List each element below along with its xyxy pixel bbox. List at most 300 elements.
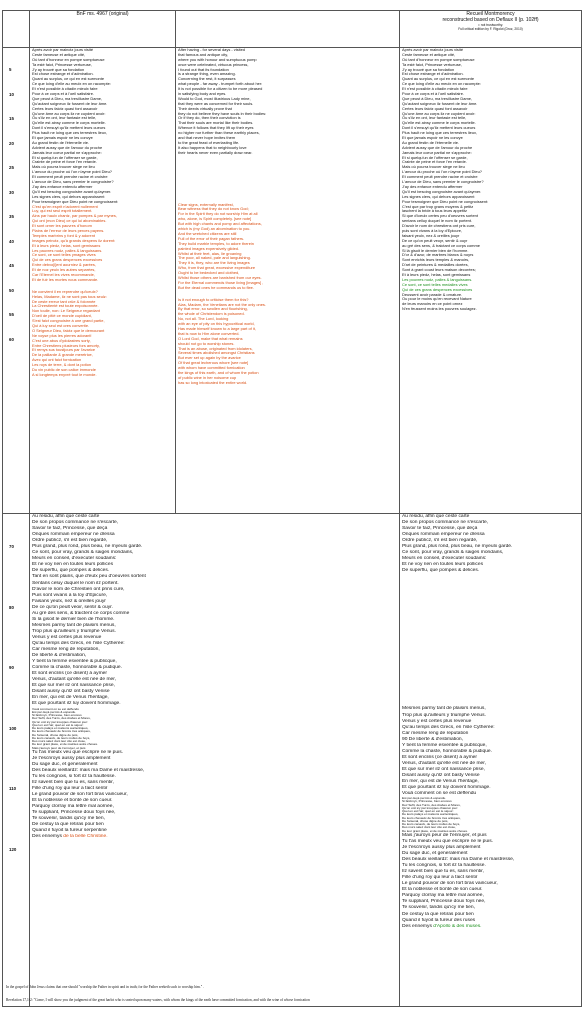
verse-line: Venus y est certes plus revenue: [402, 718, 472, 724]
verse-line: Dont il s'ensuyt qu'ilz mettent leurs cueurs: [32, 126, 106, 131]
line-number: 100: [9, 725, 17, 731]
verse-line: Du sage duc, et generalement: [32, 761, 98, 767]
line-number: 20: [9, 140, 14, 146]
verse-line: A si longtemps enyvré tout le monde.: [32, 372, 97, 377]
verse-line: Et ne voy rien en toutes leurs pollices: [32, 562, 114, 568]
verse-line: L'amour du proche où l'on n'ayme point Dieu?: [402, 170, 482, 175]
verse-line: Ce sont, ce sont telles ymages vives: [32, 253, 96, 258]
verse-line: with whom have committed fornication: [178, 366, 245, 371]
verse-line: Et remys sus toustjours par l'avarice: [32, 348, 96, 353]
verse-line: Ta esté faict, Princesse vertueuse,: [32, 62, 92, 67]
verse-line: the kings of this earth, and of whom the potion: [178, 370, 259, 375]
verse-line: Pour tesmoigner que Dieu point ne congnoissent:: [402, 199, 489, 204]
verse-line: Les signes clers, qui dehors apparoissent: [402, 194, 475, 199]
verse-line: Ordre publicz, s'il est bien regardé,: [32, 538, 108, 544]
verse-line: Du vin public de son calice immonde: [32, 368, 96, 372]
verse-line: who, alone, is Spirit completely. [see note]: [178, 217, 252, 222]
section-top: [3, 48, 582, 514]
verse-line: Savoir te faiz, Princesse, que deçà: [402, 526, 478, 532]
verse-line: Le grand pouvoir de son fort bras vaincueur,: [402, 881, 498, 887]
header-row: [3, 11, 582, 48]
verse-line: their hearts never even partially draw near.: [178, 150, 253, 155]
english-text-top: [176, 48, 400, 514]
verse-line: Sentans celuy duquel le nom ilz portent.: [32, 580, 119, 586]
verse-line: But the dead ones he commands us to flee.: [178, 285, 254, 290]
verse-line: I found out that its foundation: [178, 67, 229, 72]
verse-line: Et sont enclins (ce disent) à aymer: [32, 671, 108, 677]
spacer: [402, 574, 579, 706]
verse-line: D'or & d'azur, de marbres blancs & noyrs: [402, 253, 474, 258]
verse-line: Te souvenir, tandis qu'icy me tien,: [32, 816, 105, 822]
verse-line: Qui de ces grans despences excessives: [402, 287, 473, 292]
verse-line: Je t'escriroys aussy plus amplement: [402, 845, 481, 851]
verse-line: En mer, qui est de Venus l'heritage,: [402, 779, 479, 785]
verse-line: Or if they do, then their conviction is: [178, 116, 241, 121]
verse-line: Et à leurs piedz, helas, sont gemissans: [32, 243, 101, 248]
verse-line: [402, 924, 579, 930]
verse-line: Te suppliant, Princesse doux foys née,: [32, 810, 116, 816]
verse-line: By that error, so swollen and flourishing,: [178, 307, 248, 312]
verse-line: Et la noblesse et bonté de son cueur.: [402, 887, 483, 893]
verse-line: Qu'une âme au corps ilz ne cuydent avoir:: [402, 111, 476, 116]
verse-line: Faisans yeulx, nez & oreilles jouyr: [32, 598, 106, 604]
verse-line: Et que jamais espoir ne les convye: [402, 136, 463, 141]
verse-line: It also happens that to neighbourly love: [178, 145, 247, 150]
verse-line: has so long intoxicated the entire world.: [178, 380, 248, 385]
verse-line: with an eye of pity on this hypocritical world,: [178, 322, 255, 327]
line-number: 50: [9, 287, 14, 293]
verse-line: Quel en est l'air, quel en est le séjour:: [32, 723, 84, 727]
verse-line: N'en feussent moins les pouvres soulagez.: [402, 307, 477, 312]
verse-line: Et de noz yeulx les autres separées,: [32, 268, 96, 273]
verse-line: De superflu, que pompes & delices.: [402, 568, 480, 574]
verse-line: J'ay des enfance entendu affermer: [402, 184, 463, 189]
verse-line: Ta esté faict, Princesse vertueuse,: [402, 62, 462, 67]
verse-variant: de la belle Christine.: [63, 834, 108, 840]
verse-line: Et que sur mer ilz ont naissance prise,: [402, 766, 485, 772]
line-number: 55: [9, 312, 14, 317]
spacer: [178, 156, 397, 203]
verse-line: Ne voyse plus les pierres adorant!: [32, 333, 92, 338]
verse-line: Quant au surplus, ce qui en est surmonte: [402, 77, 475, 82]
verse-line: Qui de ces grans despences excessives: [32, 258, 103, 263]
verse-line: Et comment peult prendre racine et croistre: [402, 175, 478, 180]
verse-line: Is it not enough to criticise them for this?: [178, 297, 249, 302]
verse-line: D'art de peintures & medailles dorées,: [402, 263, 469, 268]
verse-line: Ce que loing d'elle au meulx en on racompte:: [32, 82, 111, 87]
verse-line: De leur grant place, et de maintes autre choses.: [402, 829, 468, 833]
verse-line: Les roys de terre, & dont la potion: [32, 363, 92, 368]
verse-line: C'est une abus d'ydolastres sorty,: [32, 338, 91, 343]
verse-line: Ne convient il en reprendre qu'iceulx?: [32, 289, 98, 294]
verse-line: De leurs chevaulx de bronze tres antiques,: [32, 730, 91, 734]
verse-line: Les pauvres nudz, palles & languissans.: [32, 248, 103, 253]
verse-line: Et que sur mer ilz ont naissance prise,: [32, 683, 115, 689]
verse-line: No, not all. The Lord, looking: [178, 317, 229, 322]
verse-line: Crainte de peine et force l'en retarde.: [402, 160, 467, 165]
verse-line: Est par deçà permis & espandu.: [32, 710, 77, 714]
verse-line: Ceste fameuse et antique cité,: [402, 52, 456, 57]
verse-line: Ce sont, pour vray, grands & saiges mondains,: [402, 550, 504, 556]
verse-line: Les pouvres nudz, palles & languissans.: [402, 277, 473, 282]
verse-line: Fille d'ung roy qui leur a faict sentir: [32, 786, 108, 792]
verse-line: They it is, they, who are the living images: [178, 261, 250, 266]
verse-line: De la paillarde & grande meretrice,: [32, 353, 93, 358]
verse-line: Venus y est certes plus revenue: [32, 634, 102, 640]
verse-line: De l'arsenal, chose digne de pois,: [402, 819, 449, 823]
verse-line: Advient aussy que de l'amour du proche: [32, 145, 103, 150]
verse-line: C'est que par trop grans moyens & petitz: [402, 204, 474, 209]
verse-line: Whence it follows that they lift up their eyes: [178, 126, 254, 131]
verse-line: Onques rommain empereur ne dressa: [402, 532, 485, 538]
verse-line: Tant en sont plains, que d'eulx peu d'oeuvres sortent: [32, 574, 146, 580]
verse-line: De liberté & d'estimation,: [32, 653, 87, 659]
verse-line: Plus grand, plus rond, plus beau, ne myeulx gardé.: [32, 544, 143, 550]
verse-line: De leurs chevaulx de bronze tres antiques,: [402, 816, 461, 820]
verse-line: Dont il s'ensuyt qu'ilz mettent leurs cueurs: [402, 126, 476, 131]
verse-line: Temples marbrins y font & y adorent: [32, 233, 96, 238]
line-number: 110: [9, 786, 17, 791]
verse-line: Alas, Madam, the Venetians are not the only ones.: [178, 302, 266, 307]
verse-line: Parquoy clorray ma lettre mal aornée,: [402, 893, 484, 899]
verse-line: puis sont vivans à la loy d'Epicure,: [402, 228, 463, 233]
verse-line: Et de fuir les mortes nous commande.: [32, 277, 99, 282]
verse-line: Quand il fuyoit la fureur des ruses: [402, 917, 476, 923]
verse-variant: d'Apollo & des muses.: [433, 923, 482, 929]
verse-line: Tu les congnois, si fort ilz ta haultesse.: [32, 773, 116, 779]
verse-line: Si là gisoit le dernier bien de l'homme.: [402, 248, 469, 253]
verse-line: that is now to Him alone converted.: [178, 331, 240, 336]
verse-line: that they were as concerned for their souls.: [178, 101, 254, 106]
verse-line: Entre debvo[i]ent aourniez & parées,: [32, 263, 96, 268]
verse-line: Où tant d'honneur en pompe somptueuse: [402, 57, 475, 62]
line-number: 35: [9, 214, 14, 219]
verse-line: That is an abuse, originated from idolaters,: [178, 346, 253, 351]
verse-line: Deussent avoir parade & ornature.: [402, 292, 463, 297]
verse-line: Savoir te faiz, Princesse, que deçà: [32, 526, 108, 532]
verse-line: Et n'est possible à citadin mieulx faire: [402, 87, 468, 92]
verse-line: Vouâ comment on se est deffendu: [32, 707, 79, 711]
verse-line: Qu'autant soigneux ilz fussent de leur âme.: [32, 101, 108, 106]
verse-line: Mais j'auroys peur de t'ennuyer, et puis: [32, 746, 86, 750]
verse-line: After having - for several days - visited: [178, 48, 245, 52]
verse-line: Car mesme reng de reputation: [402, 730, 469, 736]
verse-line: Des murs salez dont leur cité est close,: [402, 826, 456, 830]
verse-line: Des beaulx vieillardz: mais ma Dame et maistresse,: [32, 767, 145, 773]
verse-line: Of that great lecherous whore [see note]: [178, 361, 249, 366]
verse-line: Dez Suflt, des Turcs, des Arabes et Mores,: [402, 803, 461, 807]
verse-line: Et si quelqu'un de l'offenser se garde,: [32, 155, 98, 160]
verse-line: laschent la bride à tous leurs appetitz: [402, 209, 468, 214]
verse-line: En mer, qui est de Venus l'heritage,: [32, 695, 109, 701]
verse-line: Meurs en conseil, d'executer soudains:: [402, 556, 487, 562]
verse-line: Et la noblesse et bonté de son cueur.: [32, 798, 113, 804]
verse-line: Te suppliant, Princesse doux foys née,: [402, 899, 486, 905]
verse-line: Plus grand, plus rond, plus beau, ne myeulx gardé.: [402, 544, 513, 550]
verse-line: Et sont orner les pauvres d'honom: [32, 224, 92, 229]
line-number: 90: [9, 665, 14, 670]
verse-line: Au gré des sens, & traictent ce corps comme: [32, 610, 130, 616]
line-number: 60: [9, 336, 14, 342]
header-num: [3, 11, 30, 48]
verse-line: Sont à grant coust leurs maison decorées;: [402, 268, 476, 273]
verse-line: Y tient la femme esventée & publicque,: [32, 659, 117, 665]
verse-line: De leurs canaulx, de leurs mulles de boys,: [32, 736, 91, 740]
verse-line: Disant aussy qu'ilz ont basty Venise: [32, 689, 110, 695]
spacer: [178, 291, 397, 298]
verse-line: Ou pour le moins qu'en recevant Nature: [402, 297, 472, 302]
verse-line: Ou s'ilz en ont, leur fantasie est telle,: [402, 116, 467, 121]
verse-line: De cestuy là que retiras pour tien: [32, 822, 104, 828]
verse-line: Whilst those others are banished from our eyes.: [178, 275, 262, 280]
verse-line: For the Eternal commends those living [images] ,: [178, 280, 264, 285]
verse-line: Crainte de peine et force l'en retarde.: [32, 160, 97, 165]
section-bottom: [3, 514, 582, 1007]
comparison-table: [2, 10, 582, 1007]
verse-line: And the wretched citizens are still: [178, 231, 237, 236]
verse-line: no higher nor further than these earthly places,: [178, 131, 260, 136]
verse-line: Qu'elle est ainsy comme le corps mortelle.: [32, 121, 106, 126]
header-english: [176, 11, 400, 48]
verse-line: D'oeil de pitié ce monde cupidiant,: [32, 314, 92, 319]
verse-line: De ce qu'on peult veoyr, sentir & ouyr: [402, 238, 468, 243]
verse-line: Venus, d'autant qu'elle est née de mer,: [32, 677, 116, 683]
verse-line: De l'arsenal, chose digne de pois,: [32, 733, 79, 737]
verse-line: Jamais leur coeur partial ne s'approche:: [402, 150, 472, 155]
line-number: 40: [9, 238, 14, 244]
verse-line: Comme la chaste, honnorable & pudique.: [402, 748, 492, 754]
header-recueil: Recueil Montmorency reconstructed based on Deflaux II (p. 102ff) = not trustworthy. Full critical edition by F. Rigolot (Droz, 2010): [400, 11, 582, 48]
verse-line: Quand il fuyoit la fureur serpentine: [32, 828, 107, 834]
verse-line: Qu'autant soigneux ilz fussent de leur âme.: [402, 101, 478, 106]
footnote-revelation: Revelation 17,1-2: "Come, I will show you the judgment of the great harlot who is seated upon many waters, with whom the kings of the earth have committed fornication, and with the wine of whose fornication: [6, 998, 310, 1002]
line-number: 25: [9, 165, 14, 170]
verse-line: Their deeds virtually prove that: [178, 106, 232, 111]
verse-line: La Chrestienté est toute enpoisonnée.: [32, 304, 99, 309]
verse-line: Que peust à Dieu, ma tresillustre Dame,: [402, 96, 473, 101]
verse-line: Images peinctz, qu'à grands despens ilz dorent:: [32, 238, 116, 243]
verse-line: Au residu, affin que ceste carte: [402, 514, 470, 519]
verse-line: Et que pourtant ilz luy doivent hommage.: [32, 701, 121, 707]
verse-line: once were celebrated, virtuous princess,: [178, 62, 249, 67]
verse-line: J'y ay trouvé que sa fondation: [402, 67, 455, 72]
verse-line: Les signes clers, qui dehors apparoissent: [32, 194, 105, 199]
verse-line: Ce sont, pour vray, grands & saiges mondains,: [32, 550, 134, 556]
verse-line: Qu'elle est ainsy comme le corps mortelle.: [402, 121, 476, 126]
verse-line: Si que d'iceulx certes peu d'oeuvres sortent: [402, 214, 478, 219]
verse-line: and that never hope invites them: [178, 136, 236, 141]
verse-line: They build marble temples, to adore therein: [178, 241, 254, 246]
verse-line: Du sage duc, et generalement: [402, 851, 468, 857]
verse-line: Après avoir par mainctz jours visité: [32, 48, 94, 52]
verse-line: Que peust à Dieu, ma tresillustre Dame,: [32, 96, 103, 101]
verse-line: Qu'au temps des Grecs, en l'isle Cytherée:: [32, 640, 125, 646]
verse-line: Quel en est l'air, quel en est le séjour:: [402, 810, 454, 814]
verse-line: Mais où pourra trouver siege ne lieu: [402, 165, 465, 170]
verse-line: they do not believe they have souls in their bodies:: [178, 111, 267, 116]
verse-line: That their souls are mortal like their bodies.: [178, 121, 254, 126]
verse-line: O Lord God, make that what remains: [178, 336, 243, 341]
verse-line: Qu'une âme au corps ilz ne cuydent avoir:: [32, 111, 106, 116]
verse-line: L'amour de Dieu, sans premier le congnoistre?: [402, 180, 484, 185]
verse-line: Et n'est possible à citadin mieulx faire: [32, 87, 98, 92]
verse-line: S'est faict congnoistre à une grand partie,: [32, 319, 105, 324]
verse-line: De ceste erreur tant crüe & folonnée: [32, 299, 96, 304]
verse-line: Plains de l'erreur de leurs perces payens.: [32, 228, 105, 233]
verse-line: De cestuy là que retiras pour tien: [402, 911, 474, 917]
verse-line: L'amour du proche où l'on n'ayme point Dieu?: [32, 170, 112, 175]
verse-line: Bear witness that they do not know God;: [178, 207, 249, 212]
verse-line: the whole of Christendom is poisoned.: [178, 312, 245, 317]
bnf-text-bottom: [30, 514, 400, 1007]
verse-line: Qu'il est besoing congnoistre avant qu'aymer.: [402, 189, 482, 194]
verse-line: Mais où pourra trouver siege ne lieu: [32, 165, 95, 170]
verse-line: The poor, all naked, pale and languishing.: [178, 256, 251, 261]
verse-line: Helas, Madame, ilz ne sont pas tous seulz:: [32, 294, 107, 299]
verse-line: Ains par haulx chantz, par pompes & par mynes,: [32, 214, 117, 219]
bnf-text-top: [30, 48, 176, 514]
verse-line: Qu'au temps des Grecs, en l'isle Cytherée:: [402, 724, 495, 730]
verse-line: Entre Chrestiens plusieurs fors amorty,: [32, 343, 100, 348]
verse-line: Ought to be bedecked and clothed,: [178, 271, 240, 276]
verse-line: Te souvenir, tandis qu'icy me tien,: [402, 905, 475, 911]
verse-line: Fille d'ung roy qui leur a faict sentir: [402, 875, 478, 881]
verse-line: Tu les congnois, si fort ilz ta haultesse.: [402, 863, 486, 869]
verse-line: de leurs manoirs en ce point ornez: [402, 302, 463, 307]
verse-line: Si faictmyx, Princesse, bien encores: [402, 800, 452, 804]
spacer: [32, 283, 173, 290]
line-number: 120: [9, 846, 17, 852]
verse-line: De ce qu'on peult veoir, sentir & ouyr.: [32, 604, 113, 610]
verse-line: [32, 834, 397, 840]
verse-line: De leurs palays et maisons auctentiques,: [32, 727, 89, 730]
verse-line: Ce que loing d'elle au meulx en on racompte:: [402, 82, 481, 87]
verse-line: De leurs palays et maisons auctentiques,: [402, 813, 459, 817]
verse-line: Des murs salez dont leur cité est close,: [32, 740, 86, 743]
verse-line: Ceste fameuse et antique cité,: [32, 52, 86, 57]
verse-line: that famous and antique city,: [178, 52, 229, 57]
verse-line: Plus hault ne loing que ces terrestres lieux,: [32, 131, 108, 136]
verse-line: Certes leurs faictz quasi font assavoir: [32, 106, 98, 111]
verse-line: Quant au surplus, ce qui en est surmonte: [32, 77, 105, 82]
header-bnf: BnF ms. 4967 (original): [30, 11, 176, 48]
verse-line: Ou s'ilz en ont, leur fantasie est telle,: [32, 116, 97, 121]
verse-line: Would to God, most illustrious Lady mine,: [178, 96, 251, 101]
verse-line: Et si quelqu'un de l'offenser se garde,: [402, 155, 468, 160]
verse-line: Est chose estrange et d'admiration.: [32, 72, 94, 77]
verse-line: C'est qu'en esprit n'adorent nullement: [32, 204, 98, 209]
verse-line: Several times abolished amongst Christians: [178, 351, 255, 356]
verse-line: Vouâ comment on se est deffendu: [402, 791, 477, 797]
verse-line: painted images expensively gilded.: [178, 246, 240, 251]
verse-line: De leur grant place, et de maintes autre choses.: [32, 743, 98, 747]
verse-line: to the great feast of everlasting life.: [178, 140, 240, 145]
line-numbers-top: [3, 48, 30, 514]
verse-line: Où tant d'honneur en pompe somptueuse: [32, 57, 105, 62]
verse-line: De leurs canaulx, de leurs mulles de boys,: [402, 823, 461, 827]
verse-line: Ordre publicz, s'il est bien regardé,: [402, 538, 478, 544]
verse-line: Comme la chaste, honnorable & pudique.: [32, 665, 122, 671]
verse-line: Luy, qui est seul esprit totallement.: [32, 209, 93, 214]
verse-line: Ilz savent bien que tu es, sans mentir,: [402, 869, 484, 875]
verse-line: Sont enrichis leurs temples & manoirs,: [402, 258, 470, 263]
line-number: 80: [9, 604, 14, 610]
verse-line: Si faictmyx, Princesse, bien encores: [32, 714, 82, 717]
line-number: 70: [9, 544, 14, 549]
verse-line: Pour à ce corps et à l'oeil satisfaire.: [32, 92, 95, 97]
verse-line: Qu'il est besoing congnoistre avant qu'aymer.: [32, 189, 112, 194]
line-number: 15: [9, 116, 14, 121]
verse-line: But ever set up again by the avarice: [178, 356, 241, 361]
line-number: 45: [9, 263, 14, 268]
verse-line: Tu t'as mieulx veu que escripre ne le puis.: [32, 749, 124, 755]
verse-line: Mesmes parmy tant de plaisirs menus,: [32, 622, 116, 628]
line-number: 30: [9, 189, 14, 195]
verse-line: Est chose estrange et d'admiration.: [402, 72, 464, 77]
verse-line: L'amour de Dieu, sans premier le congnoistre?: [32, 180, 114, 185]
verse-line: where you with honour and sumptuous pomp: [178, 57, 257, 62]
verse-line: Ce sont, ce sont telles medalles vives: [402, 282, 468, 287]
verse-line: Le grand pouvoir de son fort bras vaincueur,: [32, 792, 128, 798]
verse-line: Puis sont vivans à la loy d'Epicure,: [32, 592, 108, 598]
verse-line: 90 De liberté & d'estimation,: [402, 736, 464, 742]
verse-line: Ilz savent bien que tu es, sans mentir,: [32, 779, 114, 785]
verse-line: Et sont enclins (ce disent) à aymer: [402, 754, 478, 760]
verse-line: Tu t'as mieulx veu que escripre ne le puis.: [402, 838, 494, 844]
verse-line: Meurs en conseil, d'executer soudains:: [32, 556, 117, 562]
verse-line: Plus hault ne loing que ces terrestres lieux,: [402, 131, 478, 136]
verse-line: Et comment peult prendre racine et croistre: [32, 175, 108, 180]
verse-line: Est par deçà permis & espandu.: [402, 797, 447, 801]
verse-line: De son propos commancé ne s'escarte,: [32, 520, 119, 526]
verse-line: Mesmes parmy tant de plaisirs menus,: [402, 706, 486, 712]
verse-line: Qu'on voit icy par trouppes chascun jour:: [402, 806, 458, 810]
line-number: 5: [9, 67, 12, 72]
verse-line: Et ne voy rien en toutes leurs pollices: [402, 562, 484, 568]
verse-line: De son propos commancé ne s'escarte,: [402, 520, 489, 526]
verse-line: Who, from that great, excessive expenditure: [178, 266, 256, 271]
verse-line: It is not possible for a citizen to be more pleased: [178, 87, 263, 92]
verse-line: Si là gisoit le dernier bien de l'homme.: [32, 616, 115, 622]
verse-line: au gré des sens, & traictant ce corps comme: [402, 243, 480, 248]
verse-line: De superflu, que pompes & delices.: [32, 568, 110, 574]
verse-line: Après avoir par mainctz jours visité: [402, 48, 464, 52]
verse-line: Qui ont (mon Dieu) ce qui lui abominables.: [32, 219, 107, 224]
line-number: 10: [9, 91, 14, 97]
verse-line: is a strange thing, even amazing.: [178, 72, 236, 77]
verse-line: Et que jamais espoir ne les convye: [32, 136, 93, 141]
verse-line: Certes leurs faictz quasi font assavoir: [402, 106, 468, 111]
verse-line: Clear signs, externally manifest,: [178, 202, 234, 207]
verse-line: Non toulle, non: Le Seigneur regardant: [32, 309, 100, 314]
verse-line: Jamais leur coeur partial ne s'approche:: [32, 150, 102, 155]
verse-line: faisant yeulx, nez & oreilles jouyr: [402, 233, 460, 238]
verse-line: Et que pourtant ilz luy doivent hommage.: [402, 785, 491, 791]
verse-line: should not go to worship stones.: [178, 341, 235, 346]
verse-line: Qu'on voit icy par trouppes chascun jour:: [32, 720, 88, 724]
verse-line: Au residu, affin que ceste carte: [32, 514, 100, 519]
verse-line: Dez Suflt, des Turcs, des Arabes et Mores,: [32, 717, 91, 721]
verse-line: Des beaulx vieillardz: mais ma Dame et maistresse,: [402, 857, 515, 863]
verse-line: But with high chants and pomp and affectations,: [178, 222, 262, 227]
verse-line: Onques rommain empereur ne dressa: [32, 532, 115, 538]
recueil-text-top: [400, 48, 582, 514]
verse-line: D'avoir le nom de Chrestien ont prins cure,: [32, 586, 125, 592]
verse-line: Je t'escriroys aussy plus amplement: [32, 755, 111, 761]
verse-line: Au grand festin de l'éternelle vie.: [32, 140, 90, 145]
verse-line: Concerning the rest, it surpasses: [178, 77, 236, 82]
verse-line: in satisfying body and eyes.: [178, 92, 227, 97]
